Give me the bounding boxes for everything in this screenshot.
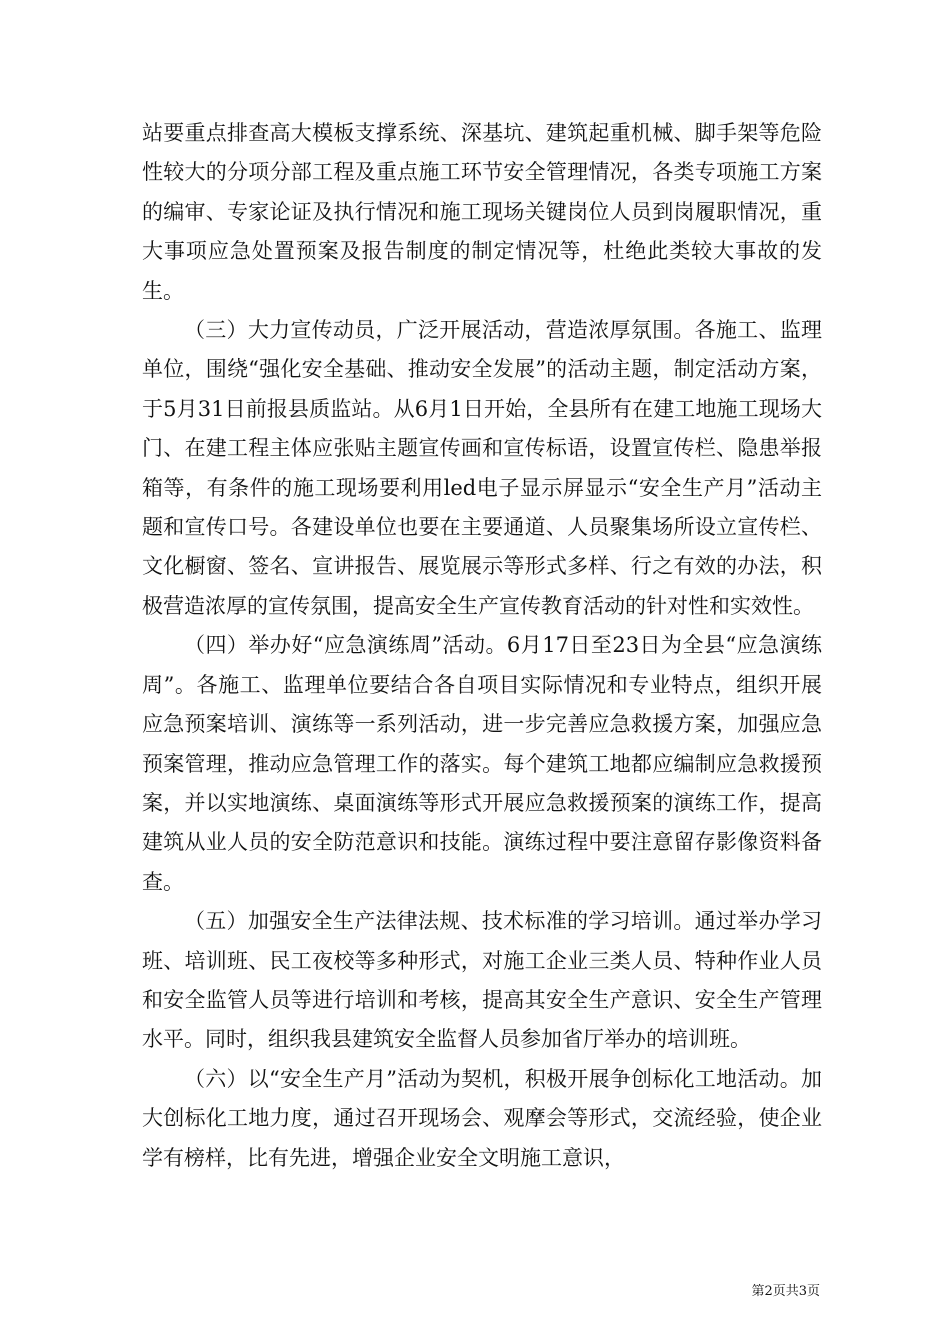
document-body <box>142 114 822 1178</box>
paragraph-continuation: 站要重点排查高大模板支撑系统、深基坑、建筑起重机械、脚手架等危险性较大的分项分部工程及重点施工环节安全管理情况，各类专项施工方案的编审、专家论证及执行情况和施工现场关键岗位人员到岗履职情况，重大事项应急处置预案及报告制度的制定情况等，杜绝此类较大事故的发生。 <box>142 121 822 303</box>
paragraph-section-6: （六）以“安全生产月”活动为契机，积极开展争创标化工地活动。加大创标化工地力度，通过召开现场会、观摩会等形式，交流经验，使企业学有榜样，比有先进，增强企业安全文明施工意识， <box>142 1066 822 1170</box>
paragraph-section-5: （五）加强安全生产法律法规、技术标准的学习培训。通过举办学习班、培训班、民工夜校等多种形式，对施工企业三类人员、特种作业人员和安全监管人员等进行培训和考核，提高其安全生产意识、安全生产管理水平。同时，组织我县建筑安全监督人员参加省厅举办的培训班。 <box>142 909 822 1052</box>
paragraph-section-3: （三）大力宣传动员，广泛开展活动，营造浓厚氛围。各施工、监理单位，围绕“强化安全基础、推动安全发展”的活动主题，制定活动方案，于5月31日前报县质监站。从6月1日开始，全县所有在建工地施工现场大门、在建工程主体应张贴主题宣传画和宣传标语，设置宣传栏、隐患举报箱等，有条件的施工现场要利用led电子显示屏显示“安全生产月”活动主题和宣传口号。各建设单位也要在主要通道、人员聚集场所设立宣传栏、文化橱窗、签名、宣讲报告、展览展示等形式多样、行之有效的办法，积极营造浓厚的宣传氛围，提高安全生产宣传教育活动的针对性和实效性。 <box>142 318 822 618</box>
paragraph-section-4: （四）举办好“应急演练周”活动。6月17日至23日为全县“应急演练周”。各施工、监理单位要结合各自项目实际情况和专业特点，组织开展应急预案培训、演练等一系列活动，进一步完善应急救援方案，加强应急预案管理，推动应急管理工作的落实。每个建筑工地都应编制应急救援预案，并以实地演练、桌面演练等形式开展应急救援预案的演练工作，提高建筑从业人员的安全防范意识和技能。演练过程中要注意留存影像资料备查。 <box>142 633 822 894</box>
page-number-footer: 第2页共3页 <box>751 1284 820 1299</box>
